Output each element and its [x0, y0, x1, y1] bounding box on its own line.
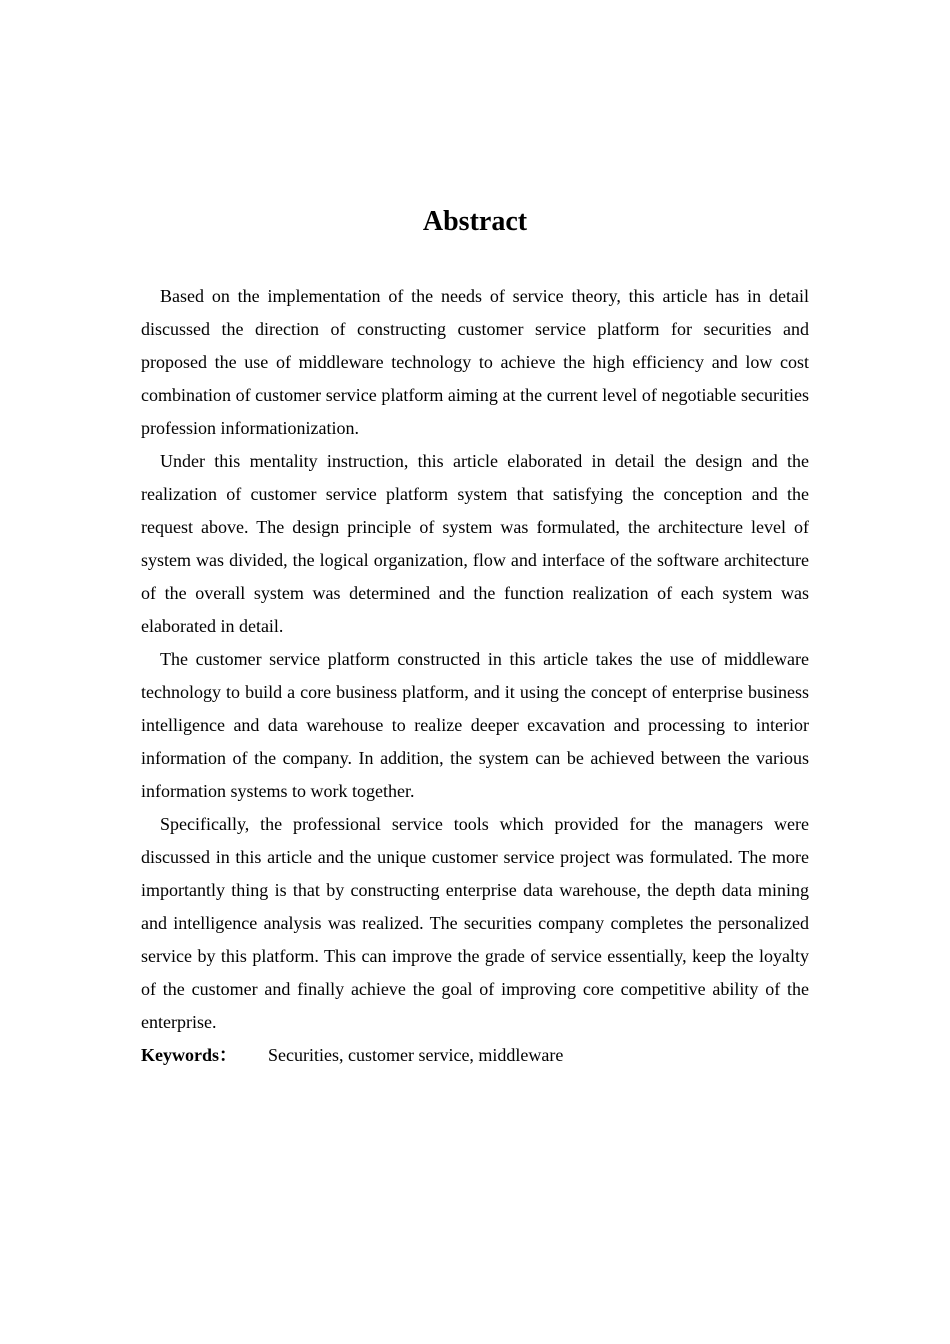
keywords-label: Keywords：: [141, 1045, 237, 1065]
keywords-line: [141, 1039, 809, 1072]
abstract-paragraph-3: The customer service platform constructed in this article takes the use of middleware technology to build a core business platform, and it using the concept of enterprise business intelligence and data warehouse to realize deeper excavation and processing to interior information of the company. In addition, the system can be achieved between the various information systems to work together.: [141, 649, 809, 801]
abstract-paragraph-2: Under this mentality instruction, this article elaborated in detail the design and the realization of customer service platform system that satisfying the conception and the request above. The design principle of system was formulated, the architecture level of system was divided, the logical organization, flow and interface of the software architecture of the overall system was determined and the function realization of each system was elaborated in detail.: [141, 451, 809, 636]
keywords-list: Securities, customer service, middleware: [268, 1045, 564, 1065]
page-title: Abstract: [422, 206, 528, 237]
abstract-paragraph-4: Specifically, the professional service tools which provided for the managers were discussed in this article and the unique customer service project was formulated. The more importantly thing is that by constructing enterprise data warehouse, the depth data mining and intelligence analysis was realized. The securities company completes the personalized service by this platform. This can improve the grade of service essentially, keep the loyalty of the customer and finally achieve the goal of improving core competitive ability of the enterprise.: [141, 814, 809, 1032]
abstract-paragraph-1: Based on the implementation of the needs of service theory, this article has in detail discussed the direction of constructing customer service platform for securities and proposed the use of middleware technology to achieve the high efficiency and low cost combination of customer service platform aiming at the current level of negotiable securities profession informationization.: [141, 286, 809, 438]
abstract-body: [141, 280, 809, 1072]
